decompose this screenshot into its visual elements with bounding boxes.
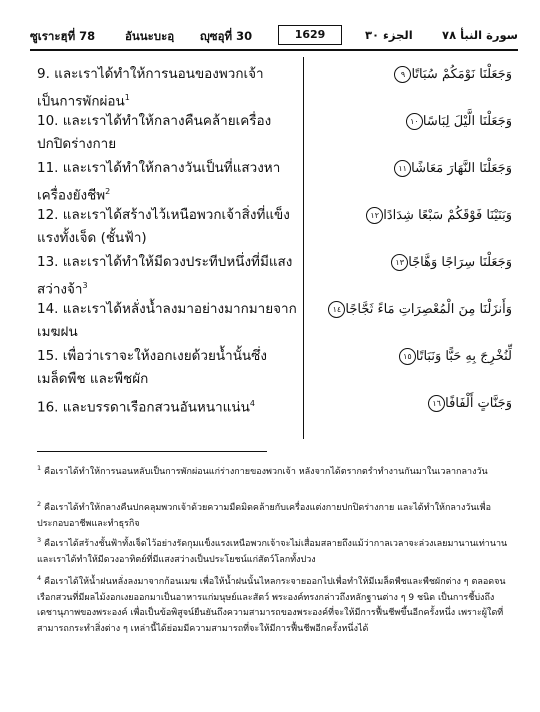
arabic-text: وَجَعَلْنَا النَّهَارَ مَعَاشًا <box>411 161 512 176</box>
footnote-ref: 4 <box>249 399 255 408</box>
column-divider <box>303 57 304 439</box>
verse-arabic <box>391 160 512 177</box>
footnote-mark: 1 <box>37 464 42 472</box>
header-rule <box>30 49 518 51</box>
arabic-text: وَجَنَّاتٍ أَلْفَافًا <box>445 396 512 411</box>
verse-text: 13. และเราได้ทำให้มีดวงประทีปหนึ่งที่มีแสงสว่างจ้า <box>37 254 293 298</box>
footnote <box>37 571 519 637</box>
verse-text: 11. และเราได้ทำให้กลางวันเป็นที่แสวงหาเครื่องยังชีพ <box>37 160 281 204</box>
footnote-text: คือเราได้ทำให้การนอนหลับเป็นการพักผ่อนแก่ร่างกายของพวกเจ้า หลังจากได้ตรากตรำทำงานกันมาในเวลากลางวัน <box>41 467 488 477</box>
surah-name-thai: อันนะบะอฺ <box>125 29 175 43</box>
verse-text: 16. และบรรดาเรือกสวนอันหนาแน่น <box>37 399 250 416</box>
footnote-ref: 2 <box>105 187 111 196</box>
verse-translation <box>37 157 297 208</box>
verse-arabic <box>425 395 512 412</box>
footnote <box>37 497 519 532</box>
verse-arabic <box>391 66 512 83</box>
ayah-number-badge: ١٣ <box>391 254 408 271</box>
juz-arabic: الجزء ٣٠ <box>365 28 413 42</box>
verse-text: 10. และเราได้ทำให้กลางคืนคล้ายเครื่องปกปิดร่างกาย <box>37 113 272 152</box>
footnote-mark: 3 <box>37 536 42 544</box>
ayah-number-badge: ١٤ <box>328 301 345 318</box>
verse-arabic <box>325 301 512 318</box>
surah-number-thai: ซูเราะฮฺที่ 78 <box>30 29 96 43</box>
arabic-text: وَجَعَلْنَا الَّيْلَ لِبَاسًا <box>422 114 512 129</box>
verse-translation <box>37 251 297 302</box>
footnote <box>37 461 519 481</box>
arabic-text: وَبَنَيْنَا فَوْقَكُمْ سَبْعًا شِدَادًا <box>383 208 512 223</box>
verse-arabic <box>363 207 512 224</box>
footnote-rule <box>37 451 267 452</box>
verse-translation <box>37 298 297 344</box>
verse-arabic <box>388 254 512 271</box>
verse-translation <box>37 110 297 156</box>
footnote-text: คือเราได้ทำให้กลางคืนปกคลุมพวกเจ้าด้วยความมืดมิดคล้ายกับเครื่องแต่งกายปกปิดร่างกาย และได้ทำให้กลางวันเพื่อประกอบอาชีพและทำธุรกิจ <box>37 503 491 529</box>
arabic-text: لِّنُخْرِجَ بِهِ حَبًّا وَنَبَاتًا <box>415 349 512 364</box>
footnote-ref: 3 <box>82 281 88 290</box>
ayah-number-badge: ١١ <box>394 160 411 177</box>
ayah-number-badge: ١٠ <box>406 113 423 130</box>
footnote-mark: 4 <box>37 574 42 582</box>
verse-translation <box>37 63 297 114</box>
verse-text: 12. และเราได้สร้างไว้เหนือพวกเจ้าสิ่งที่แข็งแรงทั้งเจ็ด (ชั้นฟ้า) <box>37 207 290 246</box>
arabic-text: وَأَنزَلْنَا مِنَ الْمُعْصِرَاتِ مَاءً ثَجَّاجًا <box>345 302 512 317</box>
ayah-number-badge: ١٥ <box>399 348 416 365</box>
arabic-text: وَجَعَلْنَا نَوْمَكُمْ سُبَاتًا <box>411 67 512 82</box>
footnote-text: คือเราได้ให้น้ำฝนหลั่งลงมาจากก้อนเมฆ เพื่อให้น้ำฝนนั้นไหลกระจายออกไปเพื่อทำให้มีเมล็ดพืชและพืชผักต่าง ๆ ตลอดจนเรือกสวนที่มีผลไม้งอกเงยออกมาเป็นอาหารแก่มนุษย์และสัตว์ พระองค์ทรงกล่าวถึงหลักฐานต่าง ๆ 9 ชนิด เป็นการชี้บ่งถึงเดชานุภาพของพระองค์ เพื่อเป็นข้อพิสูจน์ยืนยันถึงความสามารถของพระองค์ที่จะให้มีการฟื้นชีพขึ้นอีกครั้งหนึ่ง เพราะผู้ใดที่สามารถกระทำสิ่งต่าง ๆ เหล่านี้ได้ย่อมมีความสามารถที่จะให้มีการฟื้นชีพอีกครั้งหนึ่งได้ <box>37 577 506 634</box>
ayah-number-badge: ١٦ <box>428 395 445 412</box>
page-number: 1629 <box>278 25 342 45</box>
footnote-text: คือเราได้สร้างชั้นฟ้าทั้งเจ็ดไว้อย่างรัดกุมแข็งแรงเหนือพวกเจ้าจะไม่เสื่อมสลายถึงแม้ว่ากาลเวลาจะล่วงเลยมานานเท่านาน และเราได้ทำให้มีดวงอาทิตย์ที่มีแสงสว่างเป็นประโยชน์แก่สัตว์โลกทั้งปวง <box>37 539 508 565</box>
ayah-number-badge: ٩ <box>394 66 411 83</box>
ayah-number-badge: ١٢ <box>366 207 383 224</box>
page-header <box>30 25 518 47</box>
verse-arabic <box>396 348 512 365</box>
verse-translation <box>37 204 297 250</box>
footnote-mark: 2 <box>37 500 42 508</box>
verse-translation <box>37 392 297 420</box>
footnote-ref: 1 <box>124 93 130 102</box>
verse-text: 15. เพื่อว่าเราจะให้งอกเงยด้วยน้ำนั้นซึ่งเมล็ดพืช และพืชผัก <box>37 348 267 387</box>
verse-arabic <box>403 113 512 130</box>
verse-translation <box>37 345 297 391</box>
verse-text: 9. และเราได้ทำให้การนอนของพวกเจ้าเป็นการพักผ่อน <box>37 66 264 110</box>
arabic-text: وَجَعَلْنَا سِرَاجًا وَهَّاجًا <box>408 255 512 270</box>
surah-arabic: سورة النبأ ٧٨ <box>442 28 518 42</box>
footnote <box>37 533 519 568</box>
verse-text: 14. และเราได้หลั่งน้ำลงมาอย่างมากมายจากเมฆฝน <box>37 301 297 340</box>
juz-thai: ญุซอุที่ 30 <box>200 29 253 43</box>
